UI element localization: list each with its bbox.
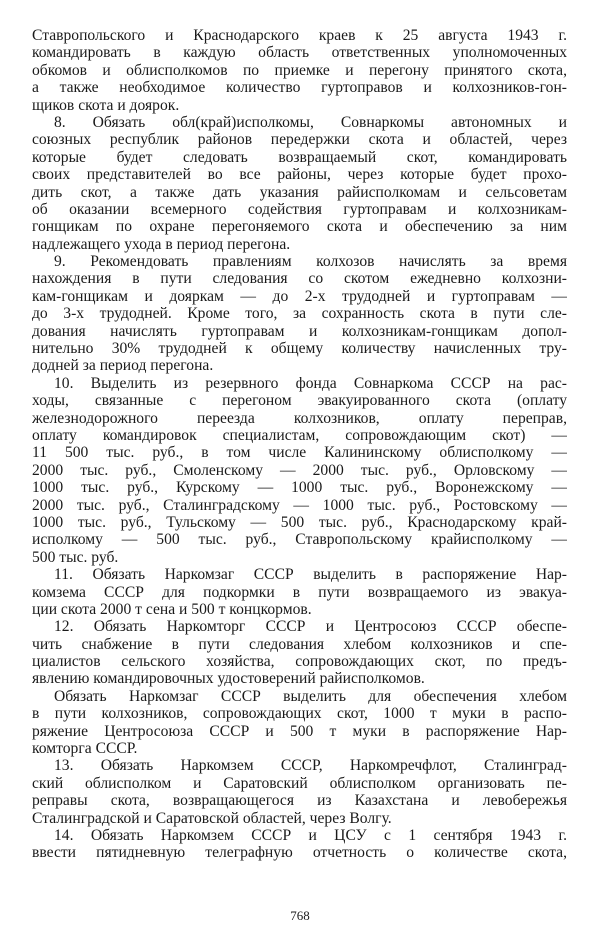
text-line: 13. Обязать Наркомзем СССР, Наркомречфлот, Сталинград- — [54, 757, 567, 775]
text-line: своих представителей во все районы, через которые будет прохо- — [32, 166, 567, 184]
text-line: 12. Обязать Наркомторг СССР и Центросоюз СССР обеспе- — [54, 618, 567, 636]
text-line: 9. Рекомендовать правлениям колхозов начислять за время — [54, 253, 567, 271]
text-line: чить снабжение в пути следования хлебом колхозников и спе- — [32, 635, 567, 653]
text-line: ходы, связанные с перегоном эвакуированного скота (оплату — [32, 392, 567, 410]
text-line: Обязать Наркомзаг СССР выделить для обеспечения хлебом — [54, 687, 567, 705]
text-line: дования начислять гуртоправам и колхозникам-гонщикам допол- — [32, 322, 567, 340]
text-line: реправы скота, возвращающегося из Казахстана и левобережья — [32, 792, 567, 810]
text-line: об оказании всемерного содействия гуртоправам и колхозникам- — [32, 200, 567, 218]
text-line: обкомов и облисполкомов по приемке и перегону принятого скота, — [32, 61, 567, 79]
text-line: 11. Обязать Наркомзаг СССР выделить в распоряжение Нар- — [54, 566, 567, 584]
text-line: дить скот, а также дать указания райисполкомам и сельсоветам — [32, 183, 567, 201]
text-line: 8. Обязать обл(край)исполкомы, Совнаркомы автономных и — [54, 113, 567, 131]
text-line: 500 тыс. руб. — [32, 548, 119, 566]
text-line: 1000 тыс. руб., Курскому — 1000 тыс. руб., Воронежскому — — [32, 479, 567, 497]
document-page — [32, 27, 567, 862]
text-line: до 3-х трудодней. Кроме того, за сохранность скота в пути сле- — [32, 305, 567, 323]
text-line: ский облисполком и Саратовский облисполком организовать пе- — [32, 774, 567, 792]
text-line: железнодорожного переезда колхозников, оплату переправ, — [32, 409, 567, 427]
text-line: циалистов сельского хозяйства, сопровождающих скот, по предъ- — [32, 653, 567, 671]
text-line: 14. Обязать Наркомзем СССР и ЦСУ с 1 сентября 1943 г. — [54, 826, 567, 844]
text-line: 2000 тыс. руб., Сталинградскому — 1000 тыс. руб., Ростовскому — — [32, 496, 567, 514]
text-line: а также необходимое количество гуртоправов и колхозников-гон- — [32, 79, 567, 97]
text-line: Ставропольского и Краснодарского краев к 25 августа 1943 г. — [32, 27, 567, 44]
text-line: кам-гонщикам и дояркам — до 2-х трудодней и гуртоправам — — [32, 287, 567, 305]
text-line: нахождения в пути следования со скотом ежедневно колхозни- — [32, 270, 567, 288]
text-line: 2000 тыс. руб., Смоленскому — 2000 тыс. руб., Орловскому — — [32, 461, 567, 479]
text-line: гонщикам по охране перегоняемого скота и обеспечению за ним — [32, 218, 567, 236]
text-line: ввести пятидневную телеграфную отчетность о количестве скота, — [32, 844, 567, 862]
text-line: которые будет следовать возвращаемый скот, командировать — [32, 148, 567, 166]
text-line: командировать в каждую область ответственных уполномоченных — [32, 44, 567, 62]
text-line: оплату командировок специалистам, сопровождающим скот) — — [32, 426, 567, 444]
text-line: додней за период перегона. — [32, 357, 214, 375]
text-line: 1000 тыс. руб., Тульскому — 500 тыс. руб., Краснодарскому край- — [32, 513, 567, 531]
text-line: 11 500 тыс. руб., в том числе Калининскому облисполкому — — [32, 444, 567, 462]
text-line: ции скота 2000 т сена и 500 т концкормов. — [32, 600, 312, 618]
text-line: щиков скота и доярок. — [32, 96, 180, 114]
text-line: надлежащего ухода в период перегона. — [32, 235, 291, 253]
text-line: комторга СССР. — [32, 740, 138, 758]
text-line: 10. Выделить из резервного фонда Совнаркома СССР на рас- — [54, 374, 567, 392]
text-line: комзема СССР для подкормки в пути возвращаемого из эвакуа- — [32, 583, 567, 601]
text-line: в пути колхозников, сопровождающих скот, 1000 т муки в распо- — [32, 705, 567, 723]
text-line: исполкому — 500 тыс. руб., Ставропольскому крайисполкому — — [32, 531, 567, 549]
text-line: нительно 30% трудодней к общему количеству начисленных тру- — [32, 340, 567, 358]
page-number: 768 — [290, 908, 310, 923]
text-line: союзных республик районов передержки скота и областей, через — [32, 131, 567, 149]
text-line: ряжение Центросоюза СССР и 500 т муки в распоряжение Нар- — [32, 722, 567, 740]
text-line: явлению командировочных удостоверений райисполкомов. — [32, 670, 425, 688]
text-line: Сталинградской и Саратовской областей, через Волгу. — [32, 809, 392, 827]
